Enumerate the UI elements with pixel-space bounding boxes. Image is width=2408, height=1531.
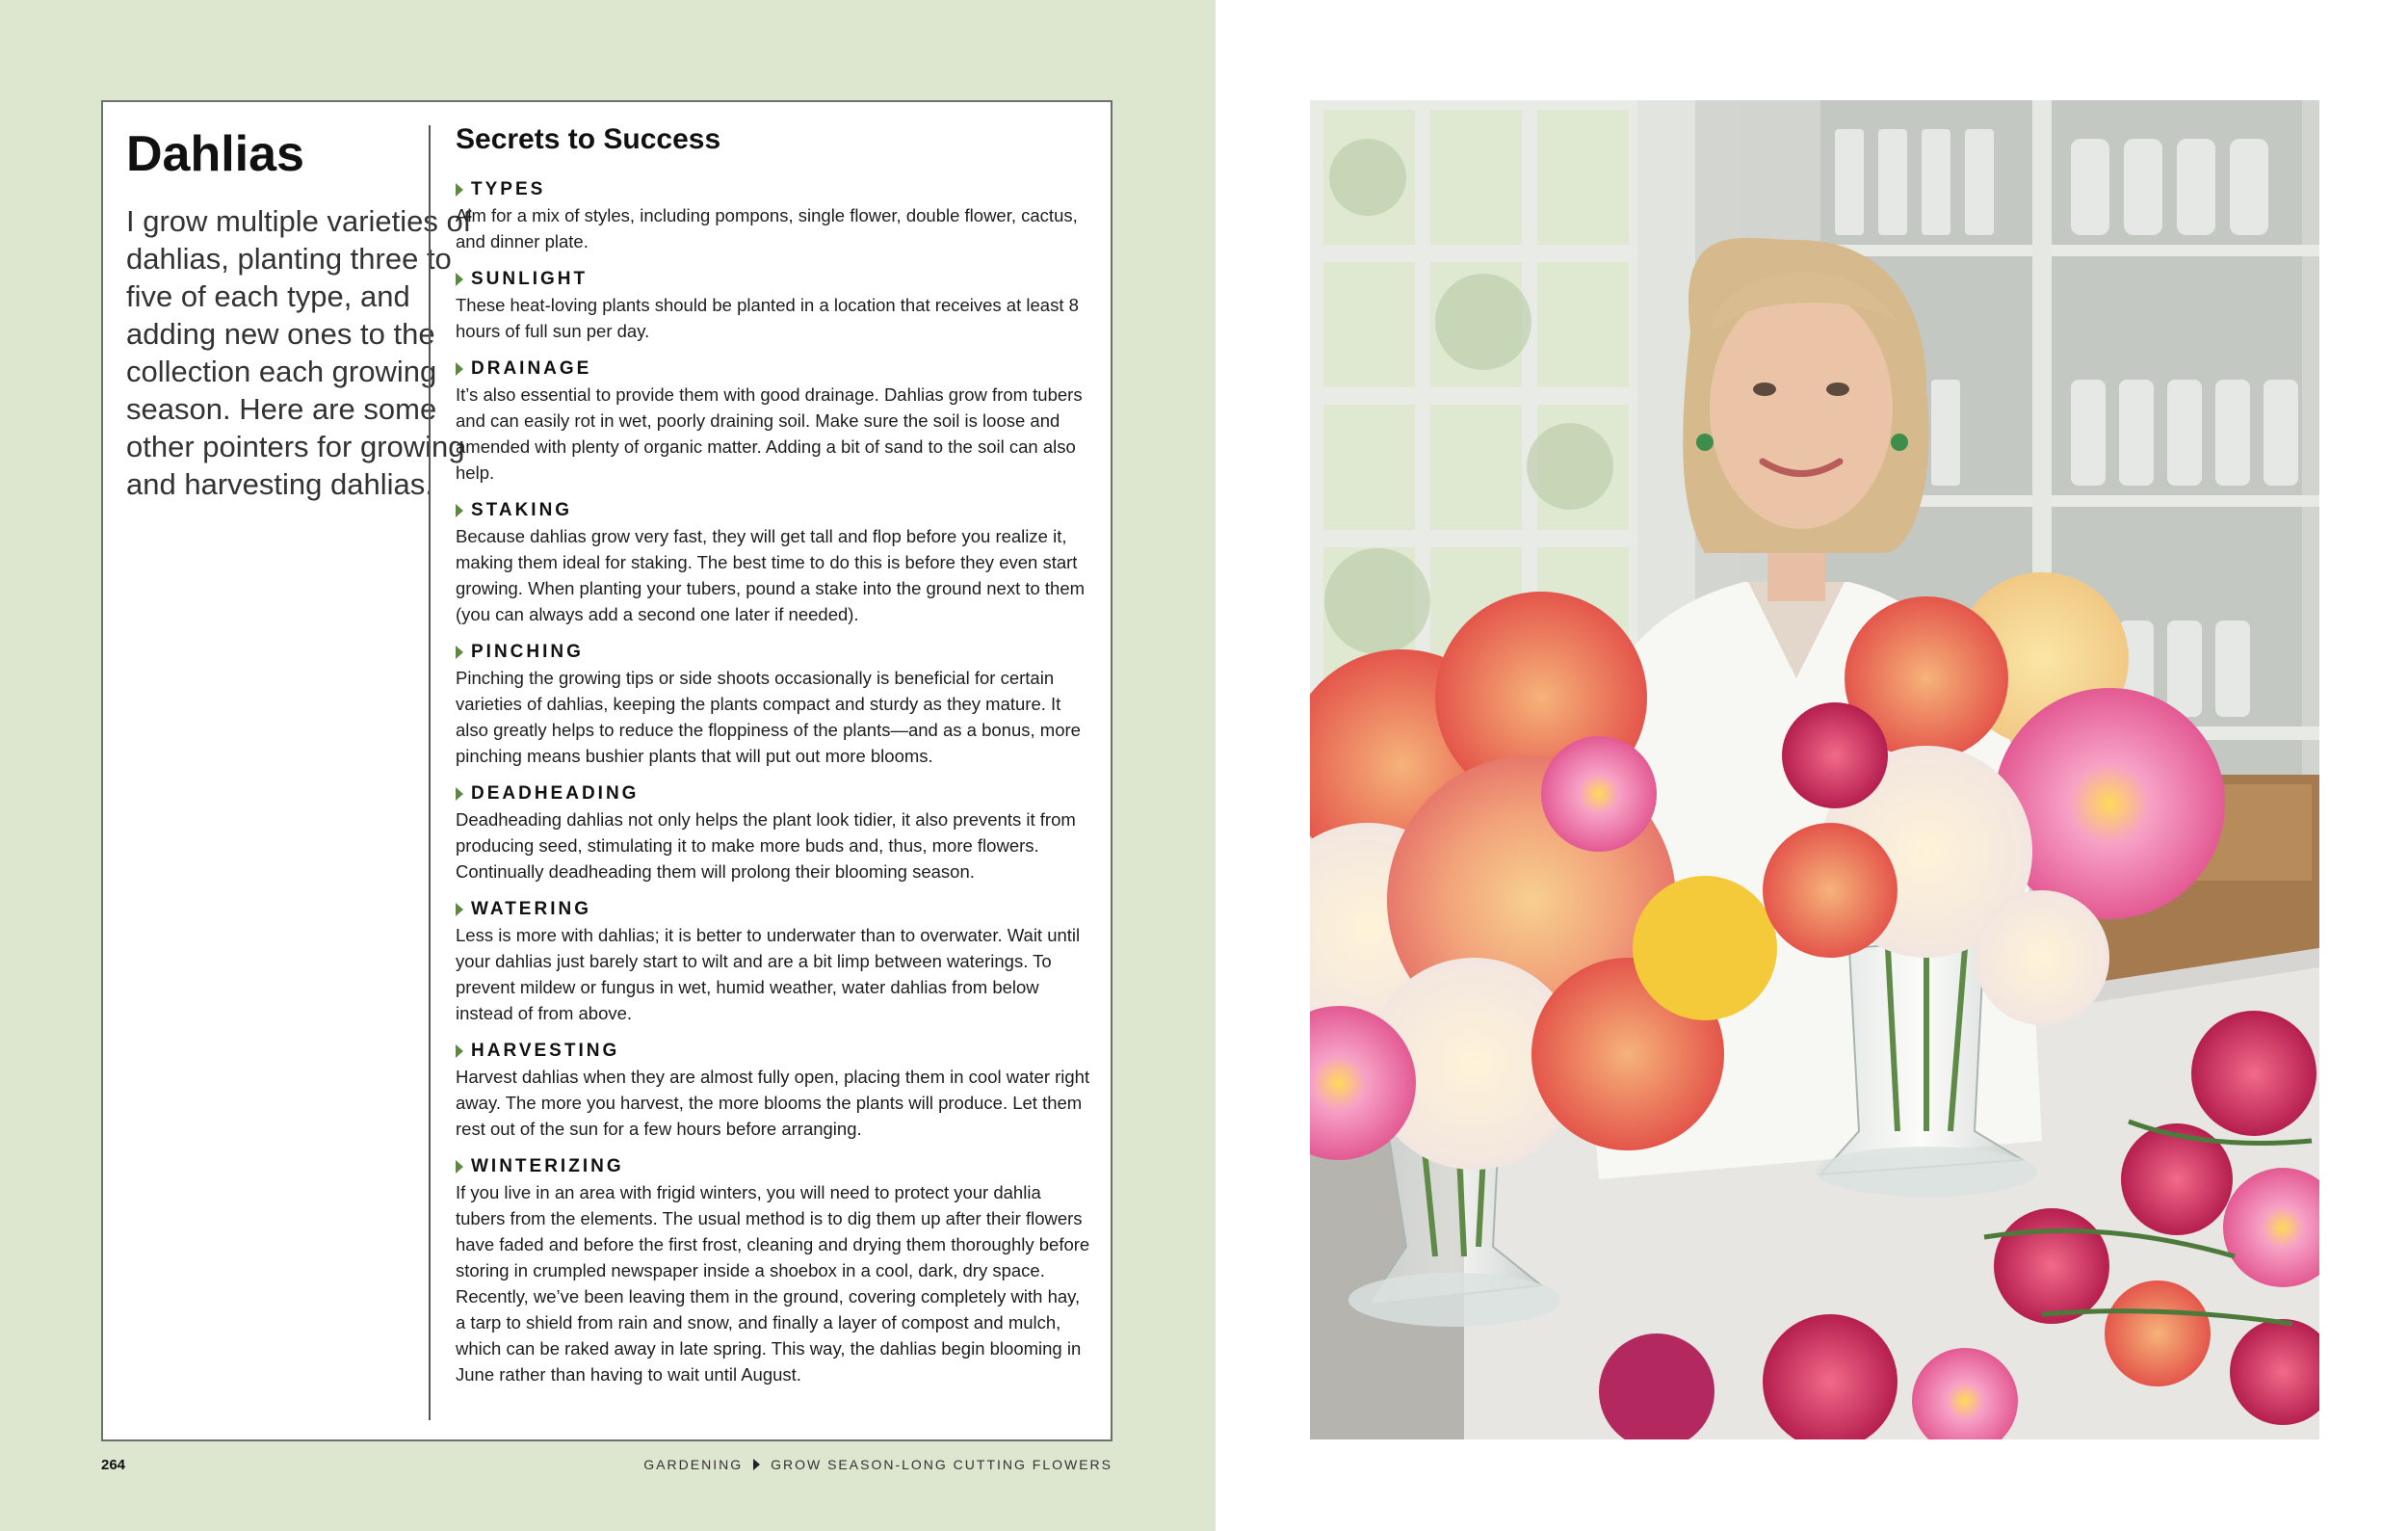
tip-label: TYPES [471, 179, 546, 199]
triangle-right-icon [456, 1160, 463, 1174]
triangle-right-icon [456, 504, 463, 517]
tip-body: Pinching the growing tips or side shoots occasionally is beneficial for certain varieties of dahlias, keeping the plants compact and sturdy as they mature. It also greatly helps to reduce the floppiness of the plants—and as a bonus, more pinching means bushier plants that will put out more blooms. [456, 668, 1081, 766]
tip-heading [456, 897, 1091, 922]
tip-label: WINTERIZING [471, 1156, 624, 1176]
tip-label: DEADHEADING [471, 783, 640, 804]
tip-drainage [456, 356, 1091, 486]
tip-types [456, 177, 1091, 254]
tips-list [456, 177, 1091, 1387]
tip-pinching [456, 640, 1091, 769]
tip-body: Harvest dahlias when they are almost fully open, placing them in cool water right away. The more you harvest, the more blooms the plants will produce. Let them rest out of the sun for a few hours before arranging. [456, 1067, 1090, 1139]
tip-heading [456, 1154, 1091, 1179]
tip-harvesting [456, 1039, 1091, 1142]
tip-body: Aim for a mix of styles, including pompons, single flower, double flower, cactus, and dinner plate. [456, 205, 1078, 251]
tip-staking [456, 498, 1091, 627]
page-title: Dahlias [126, 126, 304, 182]
tip-body: Because dahlias grow very fast, they will get tall and flop before you realize it, making them ideal for staking. The best time to do this is before they even start growing. When planting your tubers, pound a stake into the ground next to them (you can always add a second one later if needed). [456, 526, 1086, 624]
tip-heading [456, 177, 1091, 202]
tip-body: If you live in an area with frigid winters, you will need to protect your dahlia tubers from the elements. The usual method is to dig them up after their flowers have faded and before the first frost, cleaning and drying them thoroughly before storing in crumpled newspaper inside a shoebox in a cool, dark, dry space. Recently, we’ve been leaving them in the ground, covering completely with hay, a tarp to shield from rain and snow, and finally a layer of compost and mulch, which can be raked away in late spring. This way, the dahlias begin blooming in June rather than having to wait until August. [456, 1182, 1090, 1385]
column-divider [429, 125, 431, 1420]
intro-paragraph: I grow multiple varieties of dahlias, planting three to five of each type, and adding new ones to the collection each growing season. Here are some other pointers for growing and harvesting dahlias. [126, 204, 472, 501]
tip-body: Deadheading dahlias not only helps the plant look tidier, it also prevents it from producing seed, stimulating it to make more buds and, thus, more flowers. Continually deadheading them will prolong their blooming season. [456, 809, 1076, 882]
running-head [643, 1457, 1112, 1472]
triangle-right-icon [456, 1044, 463, 1058]
intro-column [126, 123, 492, 503]
tip-deadheading [456, 781, 1091, 884]
tip-body: These heat-loving plants should be planted in a location that receives at least 8 hours of full sun per day. [456, 295, 1079, 341]
triangle-right-icon [456, 273, 463, 286]
running-head-section: GARDENING [643, 1457, 744, 1472]
tip-label: DRAINAGE [471, 358, 592, 379]
tip-label: HARVESTING [471, 1041, 620, 1061]
tip-heading [456, 781, 1091, 806]
tip-winterizing [456, 1154, 1091, 1387]
tip-label: SUNLIGHT [471, 269, 589, 289]
tip-sunlight [456, 267, 1091, 344]
page-number: 264 [101, 1457, 126, 1473]
triangle-right-icon [456, 646, 463, 659]
running-head-chapter: GROW SEASON-LONG CUTTING FLOWERS [771, 1457, 1112, 1472]
secrets-column [456, 119, 1091, 1400]
tip-heading [456, 640, 1091, 665]
triangle-right-icon [456, 903, 463, 916]
tip-label: PINCHING [471, 642, 584, 662]
tip-heading [456, 356, 1091, 382]
secrets-heading: Secrets to Success [456, 123, 721, 155]
tip-body: Less is more with dahlias; it is better to underwater than to overwater. Wait until your dahlias just barely start to wilt and are a bit limp between waterings. To prevent mildew or fungus in wet, humid weather, water dahlias from below instead of from above. [456, 925, 1081, 1023]
tip-label: STAKING [471, 500, 573, 520]
photo-illustration [1310, 100, 2319, 1439]
tip-label: WATERING [471, 899, 591, 919]
triangle-right-icon [456, 787, 463, 801]
triangle-right-icon [753, 1459, 760, 1470]
tip-heading [456, 498, 1091, 523]
triangle-right-icon [456, 362, 463, 376]
page-footer [101, 1453, 1112, 1482]
tip-heading [456, 1039, 1091, 1064]
tip-heading [456, 267, 1091, 292]
tip-body: It’s also essential to provide them with good drainage. Dahlias grow from tubers and can easily rot in wet, poorly draining soil. Make sure the soil is loose and amended with plenty of organic matter. Adding a bit of sand to the soil can also help. [456, 384, 1083, 483]
triangle-right-icon [456, 183, 463, 197]
tip-watering [456, 897, 1091, 1026]
content-panel [101, 100, 1112, 1441]
dahlia-photo [1310, 100, 2319, 1439]
